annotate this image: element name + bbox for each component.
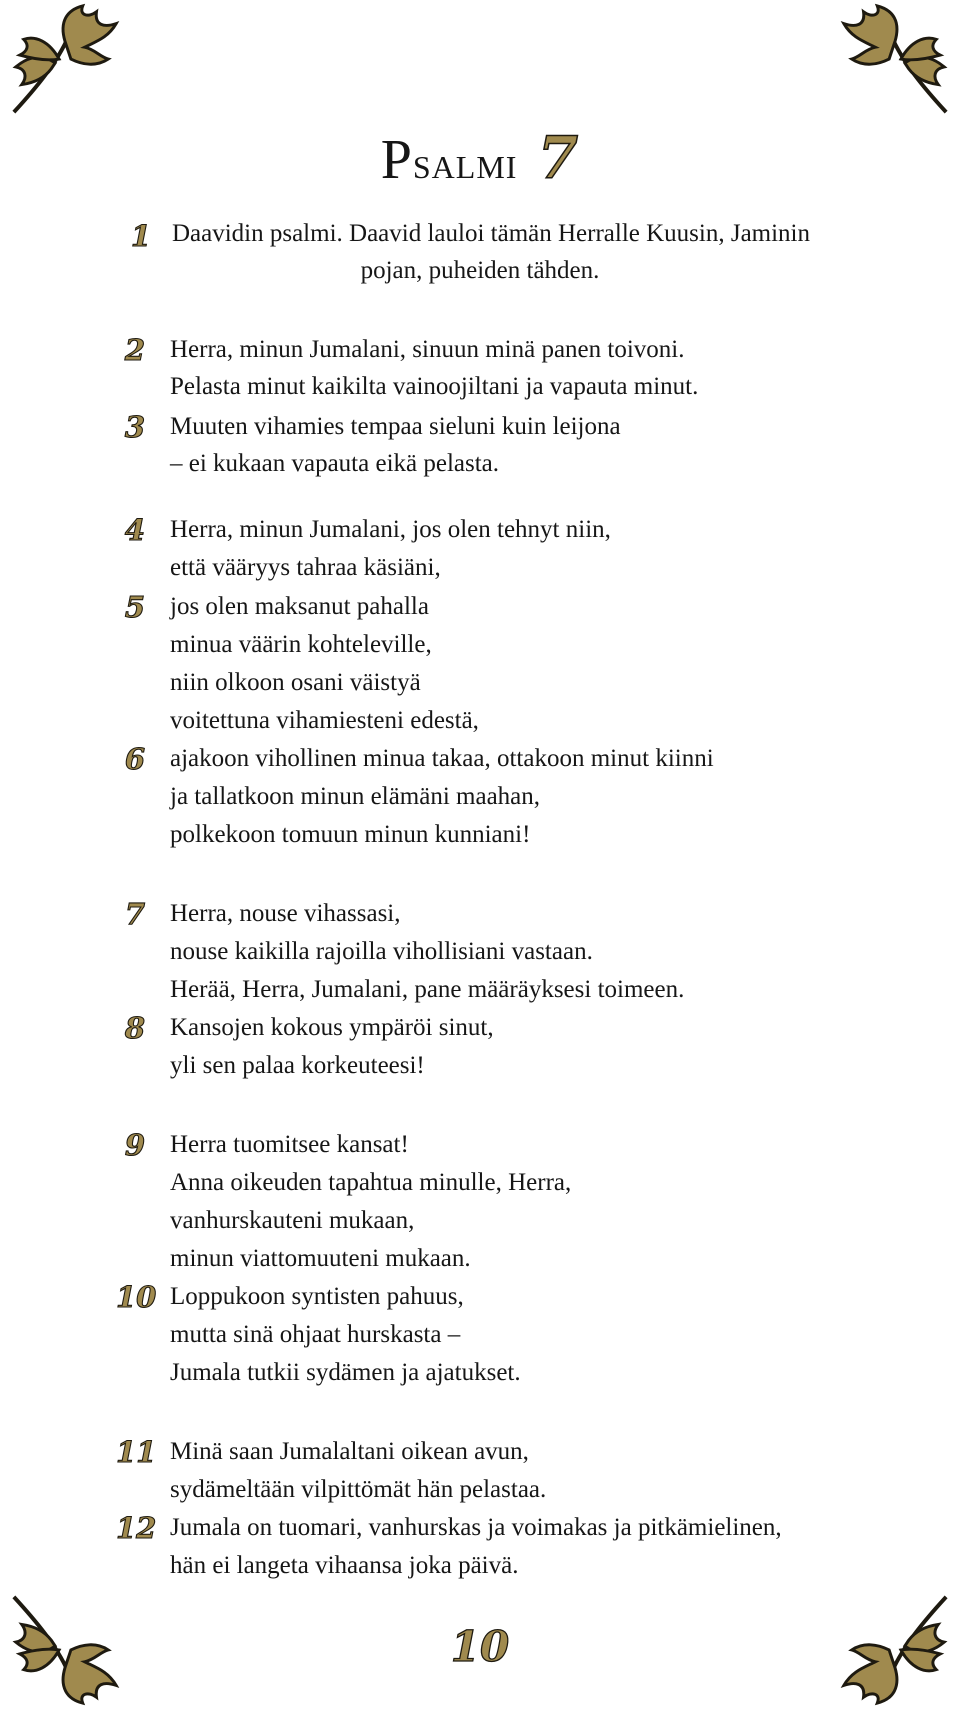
verse-1-line-2: pojan, puheiden tähden. xyxy=(360,257,600,284)
verse-number-8: 8 xyxy=(124,1011,146,1045)
verse-8-line-2: yli sen palaa korkeuteesi! xyxy=(170,1052,425,1079)
verse-7-line-2: nouse kaikilla rajoilla vihollisiani vastaan. xyxy=(170,938,593,965)
verse-12-line-2: hän ei langeta vihaansa joka päivä. xyxy=(170,1552,519,1579)
verse-number-11: 11 xyxy=(116,1435,157,1469)
verse-5-line-3: niin olkoon osani väistyä xyxy=(170,669,421,696)
verse-9-line-1: Herra tuomitsee kansat! xyxy=(170,1131,409,1158)
top-left-leaf-ornament-icon xyxy=(6,2,124,120)
psalm-number: 7 xyxy=(537,124,580,192)
verse-11-line-2: sydämeltään vilpittömät hän pelastaa. xyxy=(170,1476,547,1503)
verse-10-line-1: Loppukoon syntisten pahuus, xyxy=(170,1283,464,1310)
verse-number-7: 7 xyxy=(124,897,146,931)
verse-11-line-1: Minä saan Jumalaltani oikean avun, xyxy=(170,1438,529,1465)
verse-1-line-1: Daavidin psalmi. Daavid lauloi tämän Herralle Kuusin, Jaminin xyxy=(171,220,811,247)
verse-6-line-1: ajakoon vihollinen minua takaa, ottakoon minut kiinni xyxy=(170,745,714,772)
verse-9-line-4: minun viattomuuteni mukaan. xyxy=(170,1245,471,1272)
verse-4-line-1: Herra, minun Jumalani, jos olen tehnyt niin, xyxy=(170,516,611,543)
verse-5-line-1: jos olen maksanut pahalla xyxy=(170,593,429,620)
verse-9-line-2: Anna oikeuden tapahtua minulle, Herra, xyxy=(170,1169,572,1196)
verse-number-1: 1 xyxy=(130,219,152,253)
page-title xyxy=(0,124,960,193)
verse-10-line-3: Jumala tutkii sydämen ja ajatukset. xyxy=(170,1359,521,1386)
page-number: 10 xyxy=(450,1622,510,1671)
verse-10-line-2: mutta sinä ohjaat hurskasta – xyxy=(170,1321,461,1348)
verse-number-4: 4 xyxy=(124,513,146,547)
verse-7-line-3: Herää, Herra, Jumalani, pane määräyksesi toimeen. xyxy=(170,976,685,1003)
title-initial: P xyxy=(380,129,413,191)
verse-number-5: 5 xyxy=(124,590,146,624)
verse-9-line-3: vanhurskauteni mukaan, xyxy=(170,1207,415,1234)
verse-7-line-1: Herra, nouse vihassasi, xyxy=(170,900,401,927)
verse-number-2: 2 xyxy=(124,333,146,367)
verse-5-line-4: voitettuna vihamiesteni edestä, xyxy=(170,707,479,734)
title-word: salmi xyxy=(412,137,518,188)
verse-2-line-2: Pelasta minut kaikilta vainoojiltani ja vapauta minut. xyxy=(170,373,699,400)
verse-number-10: 10 xyxy=(116,1280,157,1314)
verse-4-line-2: että vääryys tahraa käsiäni, xyxy=(170,554,441,581)
verse-number-6: 6 xyxy=(124,742,146,776)
verse-8-line-1: Kansojen kokous ympäröi sinut, xyxy=(170,1014,494,1041)
verse-2-line-1: Herra, minun Jumalani, sinuun minä panen toivoni. xyxy=(170,336,685,363)
verse-5-line-2: minua väärin kohteleville, xyxy=(170,631,432,658)
verse-6-line-2: ja tallatkoon minun elämäni maahan, xyxy=(170,783,541,810)
verse-6-line-3: polkekoon tomuun minun kunniani! xyxy=(170,821,531,848)
top-right-leaf-ornament-icon xyxy=(836,2,954,120)
verse-number-12: 12 xyxy=(116,1511,157,1545)
verse-3-line-2: – ei kukaan vapauta eikä pelasta. xyxy=(170,450,500,477)
verse-number-3: 3 xyxy=(124,410,146,444)
verse-12-line-1: Jumala on tuomari, vanhurskas ja voimakas ja pitkämielinen, xyxy=(170,1514,782,1541)
verse-3-line-1: Muuten vihamies tempaa sieluni kuin leijona xyxy=(170,413,621,440)
verse-number-9: 9 xyxy=(124,1128,146,1162)
